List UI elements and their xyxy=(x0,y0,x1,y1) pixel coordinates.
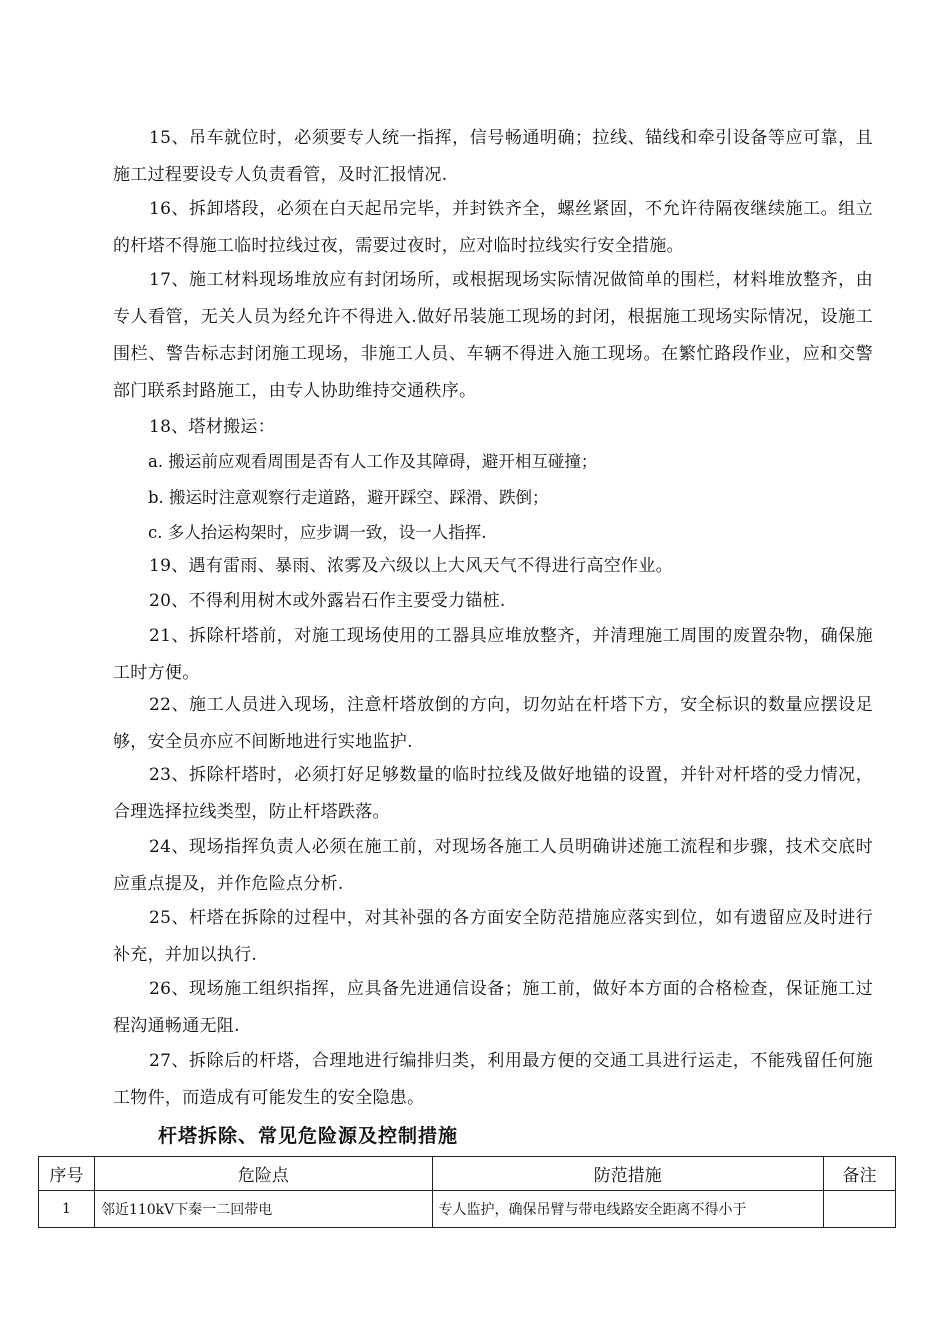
paragraph-22: 22、施工人员进入现场，注意杆塔放倒的方向，切勿站在杆塔下方，安全标识的数量应摆设足够，安全员亦应不间断地进行实地监护. xyxy=(113,695,873,752)
list-item-b: b. 搬运时注意观察行走道路，避开踩空、踩滑、跌倒； xyxy=(148,488,549,507)
table-header-row xyxy=(39,1157,896,1191)
paragraph-21: 21、拆除杆塔前，对施工现场使用的工器具应堆放整齐，并清理施工周围的废置杂物，确保施工时方便。 xyxy=(113,626,873,683)
cell-hazard: 邻近110kV下秦一二回带电 xyxy=(94,1191,432,1228)
cell-remarks xyxy=(824,1191,896,1228)
header-hazard: 危险点 xyxy=(94,1157,432,1191)
paragraph-25: 25、杆塔在拆除的过程中，对其补强的各方面安全防范措施应落实到位，如有遗留应及时进行补充，并加以执行. xyxy=(113,908,873,965)
paragraph-27: 27、拆除后的杆塔，合理地进行编排归类，利用最方便的交通工具进行运走，不能残留任何施工物件，而造成有可能发生的安全隐患。 xyxy=(113,1051,873,1108)
paragraph-24: 24、现场指挥负责人必须在施工前，对现场各施工人员明确讲述施工流程和步骤，技术交底时应重点提及，并作危险点分析. xyxy=(113,837,873,894)
paragraph-18: 18、塔材搬运： xyxy=(149,417,276,437)
paragraph-23: 23、拆除杆塔时，必须打好足够数量的临时拉线及做好地锚的设置，并针对杆塔的受力情况，合理选择拉线类型，防止杆塔跌落。 xyxy=(113,765,873,822)
cell-measures: 专人监护，确保吊臂与带电线路安全距离不得小于 xyxy=(432,1191,823,1228)
paragraph-16: 16、拆卸塔段，必须在白天起吊完毕，并封铁齐全，螺丝紧固，不允许待隔夜继续施工。组立的杆塔不得施工临时拉线过夜，需要过夜时，应对临时拉线实行安全措施。 xyxy=(113,199,873,256)
paragraph-17: 17、施工材料现场堆放应有封闭场所，或根据现场实际情况做简单的围栏，材料堆放整齐，由专人看管，无关人员为经允许不得进入.做好吊装施工现场的封闭，根据施工现场实际情况，设施工围栏、警告标志封闭施工现场，非施工人员、车辆不得进入施工现场。在繁忙路段作业，应和交警部门联系封路施工，由专人协助维持交通秩序。 xyxy=(113,270,873,401)
list-item-c: c. 多人抬运构架时，应步调一致，设一人指挥. xyxy=(148,523,487,542)
paragraph-26: 26、现场施工组织指挥，应具备先进通信设备；施工前，做好本方面的合格检查，保证施工过程沟通畅通无阻. xyxy=(113,979,873,1036)
table-row xyxy=(39,1191,896,1228)
paragraph-20: 20、不得利用树木或外露岩石作主要受力锚桩. xyxy=(149,591,506,611)
paragraph-19: 19、遇有雷雨、暴雨、浓雾及六级以上大风天气不得进行高空作业。 xyxy=(149,556,673,576)
section-title: 杆塔拆除、常见危险源及控制措施 xyxy=(158,1125,459,1147)
header-seq: 序号 xyxy=(39,1157,95,1191)
cell-seq: 1 xyxy=(39,1191,95,1228)
hazard-table xyxy=(38,1156,896,1228)
paragraph-15: 15、吊车就位时，必须要专人统一指挥，信号畅通明确；拉线、锚线和牵引设备等应可靠，且施工过程要设专人负责看管，及时汇报情况. xyxy=(113,128,873,185)
header-measures: 防范措施 xyxy=(432,1157,823,1191)
header-remarks: 备注 xyxy=(824,1157,896,1191)
list-item-a: a. 搬运前应观看周围是否有人工作及其障碍，避开相互碰撞； xyxy=(148,452,598,471)
